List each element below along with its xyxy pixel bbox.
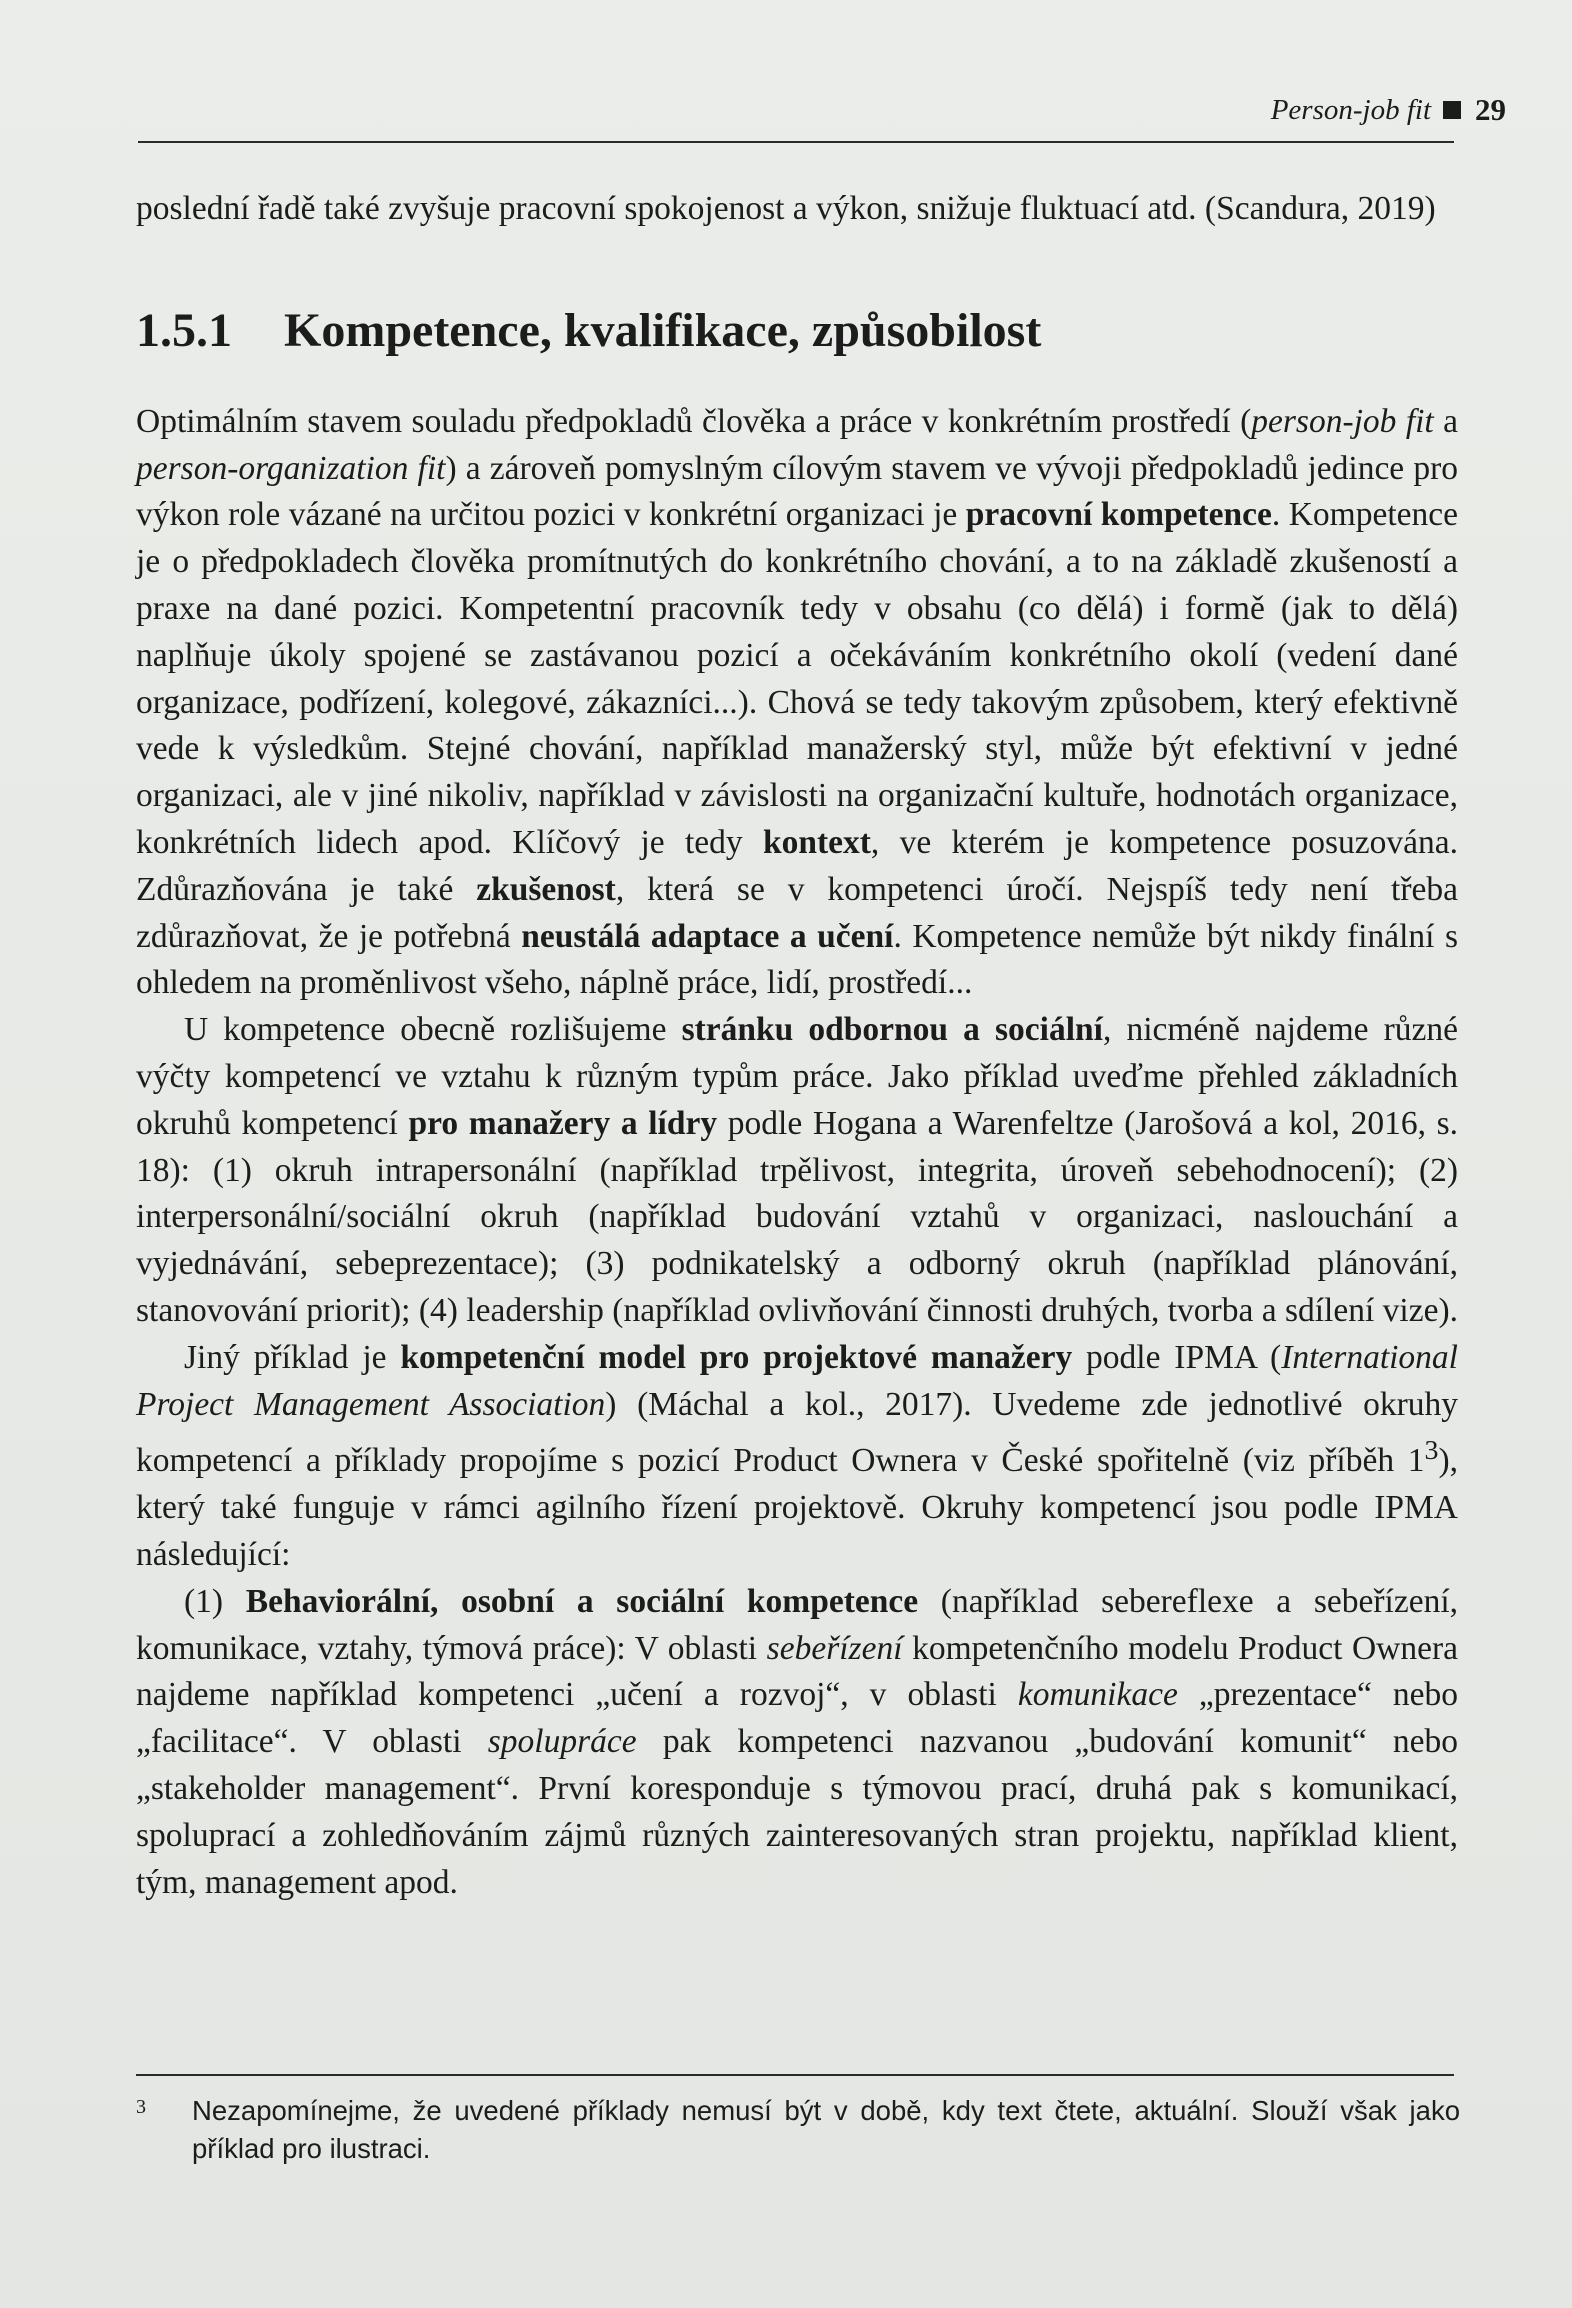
section-title: Kompetence, kvalifikace, způsobilost <box>284 303 1042 357</box>
text-run: ), který také funguje v rámci agilního řízení projektově. Okruhy kompetencí jsou podle IPMA následující: <box>136 1442 1458 1574</box>
text-run: (1) <box>184 1582 246 1620</box>
paragraph-competence-definition <box>136 399 1458 1007</box>
text-run: , ve kterém je kompetence posuzována. Zdůrazňována je také <box>136 823 1458 908</box>
intro-paragraph: poslední řadě také zvyšuje pracovní spokojenost a výkon, snižuje fluktuací atd. (Scandura, 2019) <box>136 190 1436 227</box>
text-run: U kompetence obecně rozlišujeme <box>184 1011 682 1049</box>
italic-term: komunikace <box>1017 1676 1178 1714</box>
text-run: pak kompetenci nazvanou „budování komunit“ nebo „stakeholder management“. První koresponduje s týmovou prací, druhá pak s komunikací, spoluprací a zohledňováním zájmů různých zainteresovaných stran projektu, například klient, tým, management apod. <box>136 1723 1459 1901</box>
text-run: Optimálním stavem souladu předpokladů člověka a práce v konkrétním prostředí ( <box>136 402 1252 440</box>
text-run: podle IPMA ( <box>1072 1338 1282 1376</box>
italic-term: sebeřízení <box>766 1629 903 1667</box>
section-number: 1.5.1 <box>136 303 232 357</box>
text-run: Jiný příklad je <box>184 1338 401 1376</box>
text-run: „prezentace“ nebo „facilitace“. V oblasti <box>136 1676 1458 1761</box>
italic-term: person-organization fit <box>136 449 446 487</box>
bold-term: kompetenční model pro projektové manažery <box>400 1338 1073 1376</box>
body-text <box>136 186 1458 1906</box>
running-title: Person-job fit <box>1270 93 1431 126</box>
header-rule <box>138 141 1454 143</box>
text-run: (například sebereflexe a sebeřízení, komunikace, vztahy, týmová práce): V oblasti <box>136 1582 1459 1667</box>
footnote <box>136 2092 1460 2168</box>
bold-term: zkušenost <box>476 870 616 908</box>
footnote-reference[interactable]: 3 <box>1424 1435 1439 1467</box>
italic-term: International Project Management Association <box>136 1338 1458 1423</box>
text-run: . Kompetence je o předpokladech člověka promítnutých do konkrétního chování, a to na základě zkušeností a praxe na dané pozici. Kompetentní pracovník tedy v obsahu (co dělá) i formě (jak to dělá) naplňuje úkoly spojené se zastávanou pozicí a očekáváním konkrétního okolí (vedení dané organizace, podřízení, kolegové, zákazníci...). Chová se tedy takovým způsobem, který efektivně vede k výsledkům. Stejné chování, například manažerský styl, může být efektivní v jedné organizaci, ale v jiné nikoliv, například v závislosti na organizační kultuře, hodnotách organizace, konkrétních lidech apod. Klíčový je tedy <box>136 496 1458 861</box>
text-run: ) (Máchal a kol., 2017). Uvedeme zde jednotlivé okruhy kompetencí a příklady propojíme s pozicí Product Ownera v České spořitelně (viz příběh 1 <box>136 1385 1458 1480</box>
bold-term: Behaviorální, osobní a sociální kompetence <box>245 1582 919 1620</box>
text-run: , která se v kompetenci úročí. Nejspíš tedy není třeba zdůrazňovat, že je potřebná <box>136 870 1458 955</box>
square-bullet-icon <box>1443 101 1461 119</box>
italic-term: spolupráce <box>487 1723 637 1761</box>
page-number: 29 <box>1475 92 1506 127</box>
text-run: a <box>1433 402 1459 440</box>
bold-term: neustálá adaptace a učení <box>521 917 894 955</box>
text-run: , nicméně najdeme různé výčty kompetencí ve vztahu k různým typům práce. Jako příklad uveďme přehled základních okruhů kompetencí <box>136 1011 1458 1142</box>
text-run: kompetenčního modelu Product Ownera najdeme například kompetenci „učení a rozvoj“, v oblasti <box>136 1629 1458 1714</box>
section-heading <box>136 303 1458 359</box>
text-run: podle Hogana a Warenfeltze (Jarošová a kol, 2016, s. 18): (1) okruh intrapersonální (například trpělivost, integrita, úroveň sebehodnocení); (2) interpersonální/sociální okruh (například budování vztahů v organizaci, naslouchání a vyjednávání, sebeprezentace); (3) podnikatelský a odborný okruh (například plánování, stanovování priorit); (4) leadership (například ovlivňování činnosti druhých, tvorba a sdílení vize). <box>136 1104 1459 1329</box>
italic-term: person-job fit <box>1251 402 1434 440</box>
paragraph-ipma-model <box>136 1335 1458 1579</box>
paragraph-behavioral-competences <box>136 1579 1458 1907</box>
text-run: ) a zároveň pomyslným cílovým stavem ve vývoji předpokladů jedince pro výkon role vázané na určitou pozici v konkrétní organizaci je <box>136 449 1458 534</box>
bold-term: stránku odbornou a sociální <box>681 1011 1103 1049</box>
bold-term: kontext <box>762 823 871 861</box>
paragraph-manager-competences <box>136 1007 1458 1335</box>
footnote-rule <box>136 2074 1454 2076</box>
text-run: . Kompetence nemůže být nikdy finální s ohledem na proměnlivost všeho, náplně práce, lidí, prostředí... <box>136 917 1458 1002</box>
bold-term: pracovní kompetence <box>965 496 1272 534</box>
bold-term: pro manažery a lídry <box>408 1104 718 1142</box>
footnote-mark: 3 <box>136 2096 146 2118</box>
footnote-text: Nezapomínejme, že uvedené příklady nemusí být v době, kdy text čtete, aktuální. Slouží však jako příklad pro ilustraci. <box>192 2095 1460 2164</box>
running-header <box>1271 92 1506 128</box>
